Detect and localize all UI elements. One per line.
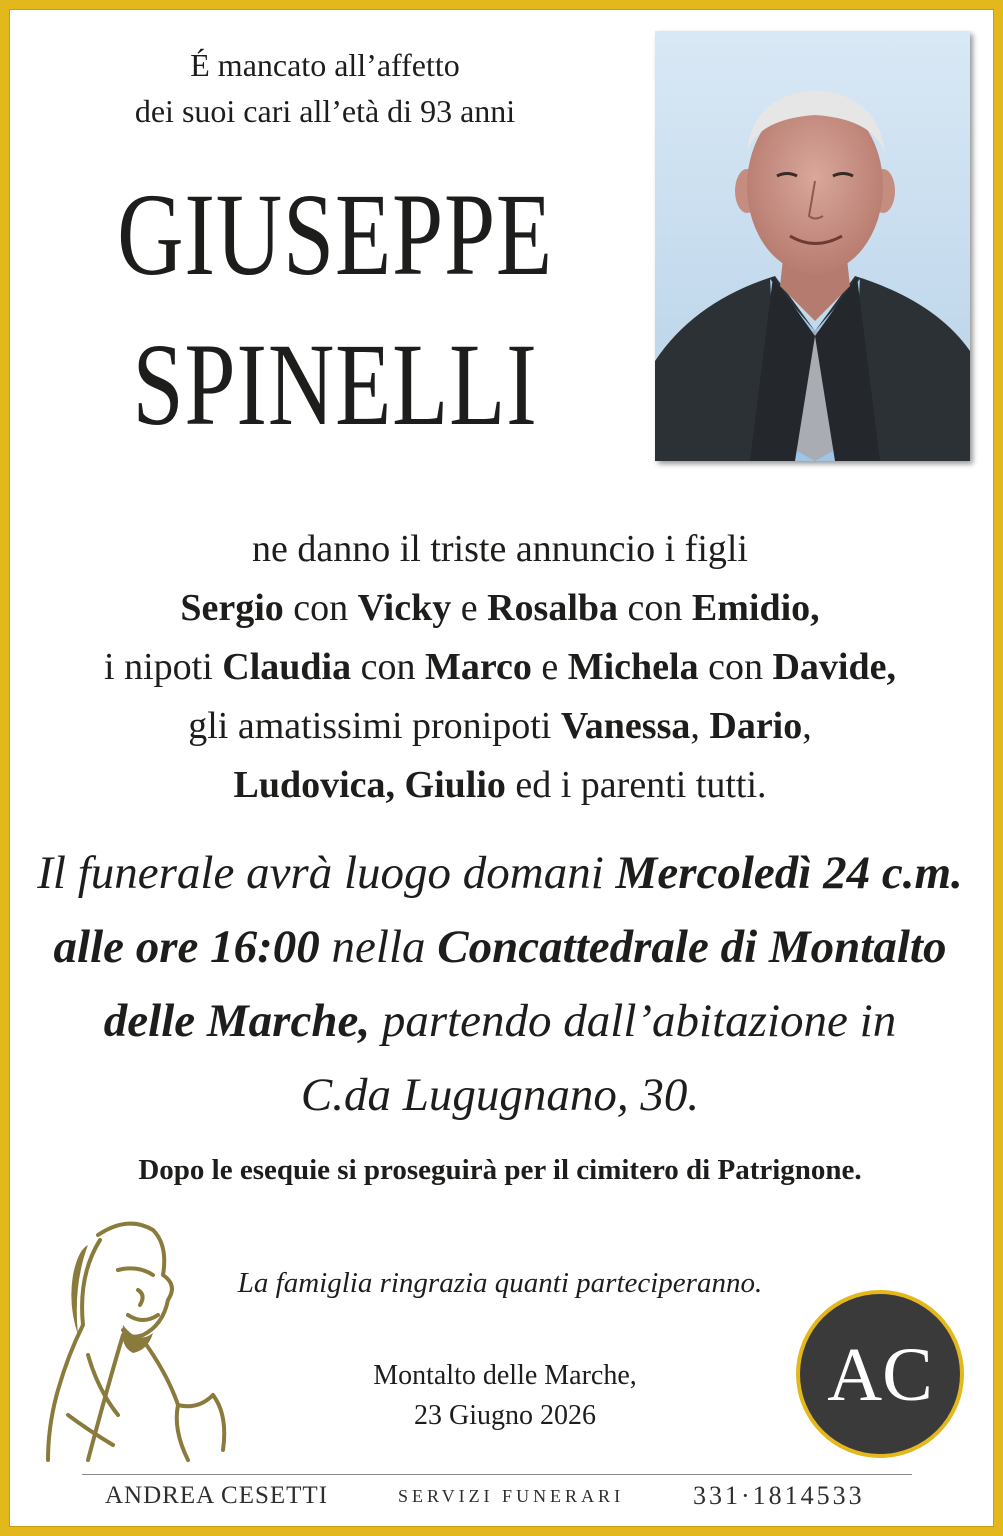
word-con: con (698, 646, 773, 688)
names-ludovica-giulio: Ludovica, Giulio (233, 764, 506, 806)
name-marco: Marco (424, 646, 532, 688)
funeral-address: C.da Lugugnano, 30. (300, 1069, 700, 1121)
cemetery-note: Dopo le esequie si proseguirà per il cimitero di Patrignone. (138, 1154, 862, 1186)
deceased-first-name: GIUSEPPE (117, 169, 553, 300)
name-rosalba: Rosalba (487, 587, 619, 629)
deceased-portrait (655, 31, 970, 461)
name-claudia: Claudia (222, 646, 352, 688)
jesus-illustration (28, 1215, 238, 1465)
nipoti-label: i nipoti (104, 646, 223, 688)
name-emidio: Emidio, (691, 587, 820, 629)
announcement-line-4 (20, 697, 980, 756)
funeral-town: delle Marche, (103, 995, 371, 1047)
comma: , (802, 705, 812, 747)
funeral-text: Il funerale avrà luogo domani (37, 847, 616, 899)
announcement-line-5 (20, 756, 980, 815)
place-text: Montalto delle Marche, (373, 1360, 637, 1391)
funeral-services-label: SERVIZI FUNERARI (398, 1486, 625, 1506)
name-vicky: Vicky (357, 587, 452, 629)
funeral-line-3 (20, 984, 980, 1058)
announcement-line-3 (20, 638, 980, 697)
name-sergio: Sergio (180, 587, 284, 629)
funeral-line-1 (20, 836, 980, 910)
word-con: con (618, 587, 692, 629)
name-vanessa: Vanessa (560, 705, 691, 747)
word-e: e (451, 587, 488, 629)
place-and-date (305, 1356, 705, 1436)
name-michela: Michela (567, 646, 699, 688)
funeral-line-2 (20, 910, 980, 984)
portrait-illustration (655, 31, 970, 461)
announcement-line-1 (20, 520, 980, 579)
announcement-intro: ne danno il triste annuncio i figli (251, 528, 748, 570)
word-e: e (531, 646, 568, 688)
funeral-details (20, 836, 980, 1132)
comma: , (690, 705, 710, 747)
intro-line-1: É mancato all’affetto (190, 47, 460, 83)
thanks-message: La famiglia ringrazia quanti parteciperanno. (237, 1267, 763, 1299)
ac-logo (794, 1288, 966, 1460)
funeral-text: partendo dall’abitazione in (370, 995, 897, 1047)
funeral-line-4 (20, 1058, 980, 1132)
funeral-home-name: ANDREA CESETTI (105, 1482, 329, 1509)
phone-number: 331·1814533 (693, 1481, 865, 1510)
parenti-text: ed i parenti tutti. (505, 764, 767, 806)
intro-text (40, 42, 610, 134)
footer (100, 1480, 920, 1516)
intro-line-2: dei suoi cari all’età di 93 anni (134, 93, 516, 129)
announcement (20, 520, 980, 815)
ac-logo-text: AC (827, 1333, 933, 1417)
word-con: con (351, 646, 425, 688)
name-dario: Dario (709, 705, 803, 747)
funeral-text: nella (319, 921, 438, 973)
name-davide: Davide, (772, 646, 896, 688)
announcement-line-2 (20, 579, 980, 638)
deceased-last-name: SPINELLI (132, 319, 538, 450)
funeral-time: alle ore 16:00 (53, 921, 320, 973)
date-text: 23 Giugno 2026 (414, 1400, 596, 1431)
pronipoti-label: gli amatissimi pronipoti (188, 705, 561, 747)
footer-divider (82, 1474, 912, 1475)
word-con: con (283, 587, 358, 629)
funeral-church: Concattedrale di Montalto (437, 921, 947, 973)
funeral-day: Mercoledì 24 c.m. (615, 847, 963, 899)
